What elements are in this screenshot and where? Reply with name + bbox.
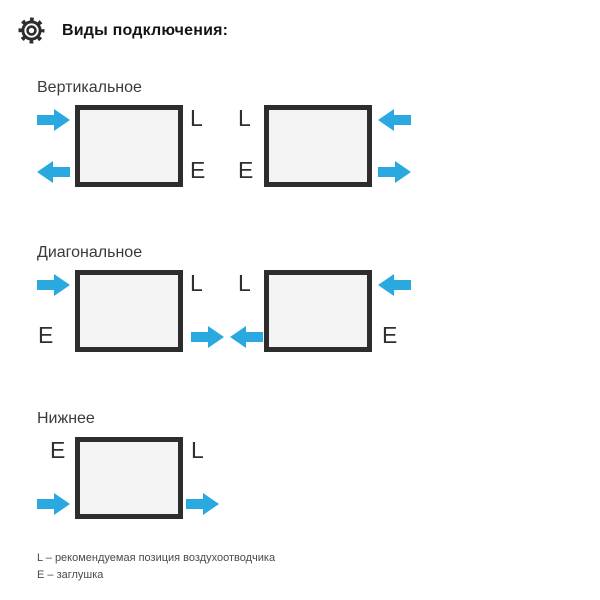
section-title-diagonal: Диагональное (37, 244, 143, 261)
flow-arrow-right-icon (191, 326, 224, 348)
legend-line-air-vent: L – рекомендуемая позиция воздухоотводчика (37, 552, 276, 564)
flow-arrow-left-icon (37, 161, 70, 183)
flow-arrow-right-icon (37, 274, 70, 296)
flow-arrow-right-icon (37, 493, 70, 515)
gear-icon (16, 15, 47, 46)
port-label-air-vent: L (238, 269, 251, 296)
radiator-body (75, 270, 183, 352)
page-title: Виды подключения: (62, 21, 229, 39)
port-label-plug: E (190, 156, 206, 183)
port-label-plug: E (238, 156, 254, 183)
port-label-air-vent: L (190, 269, 203, 296)
radiator-body (75, 437, 183, 519)
legend-line-plug: E – заглушка (37, 569, 104, 581)
flow-arrow-left-icon (378, 109, 411, 131)
radiator-body (75, 105, 183, 187)
port-label-plug: E (50, 436, 66, 463)
flow-arrow-right-icon (186, 493, 219, 515)
port-label-plug: E (382, 321, 398, 348)
header (16, 15, 228, 46)
radiator-body (264, 270, 372, 352)
flow-arrow-left-icon (230, 326, 263, 348)
flow-arrow-right-icon (37, 109, 70, 131)
section-title-vertical: Вертикальное (37, 79, 142, 96)
legend (37, 550, 275, 584)
port-label-air-vent: L (190, 104, 203, 131)
port-label-air-vent: L (191, 436, 204, 463)
flow-arrow-left-icon (378, 274, 411, 296)
port-label-plug: E (38, 321, 54, 348)
flow-arrow-right-icon (378, 161, 411, 183)
port-label-air-vent: L (238, 104, 251, 131)
section-title-bottom: Нижнее (37, 410, 95, 427)
radiator-body (264, 105, 372, 187)
